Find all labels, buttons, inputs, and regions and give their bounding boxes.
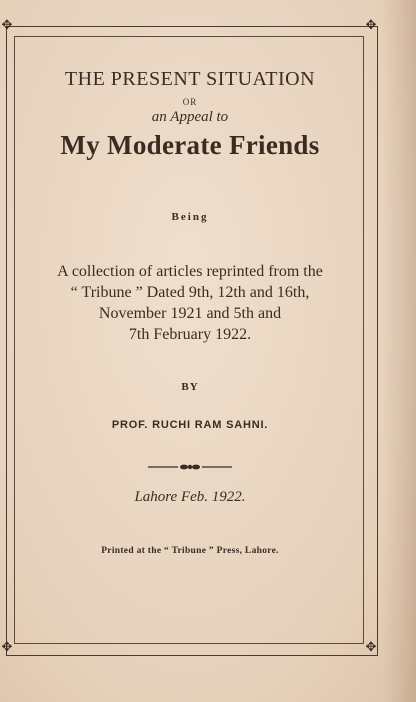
corner-ornament-icon: ✥ [1,640,13,655]
main-title: My Moderate Friends [60,130,320,160]
being-label: Being [171,211,209,223]
corner-ornament-icon: ✥ [365,640,377,655]
place-date: Lahore Feb. 1922. [134,489,246,505]
page-edge-shadow [382,0,416,702]
printer-line: Printed at the “ Tribune ” Press, Lahore. [101,546,279,556]
book-title: THE PRESENT SITUATION [64,68,316,90]
or-separator: OR [182,97,198,107]
ornamental-rule-icon [148,459,232,469]
author-name: PROF. RUCHI RAM SAHNI. [111,419,269,431]
description-line: November 1921 and 5th and [98,305,282,322]
corner-ornament-icon: ✥ [365,18,377,33]
corner-ornament-icon: ✥ [1,18,13,33]
description-line: A collection of articles reprinted from the [57,263,323,280]
description-line: “ Tribune ” Dated 9th, 12th and 16th, [70,284,310,301]
description-line: 7th February 1922. [128,326,252,343]
by-label: BY [181,381,199,393]
description [20,261,360,345]
title-page-content [20,36,360,556]
appeal-subtitle: an Appeal to [151,109,229,125]
